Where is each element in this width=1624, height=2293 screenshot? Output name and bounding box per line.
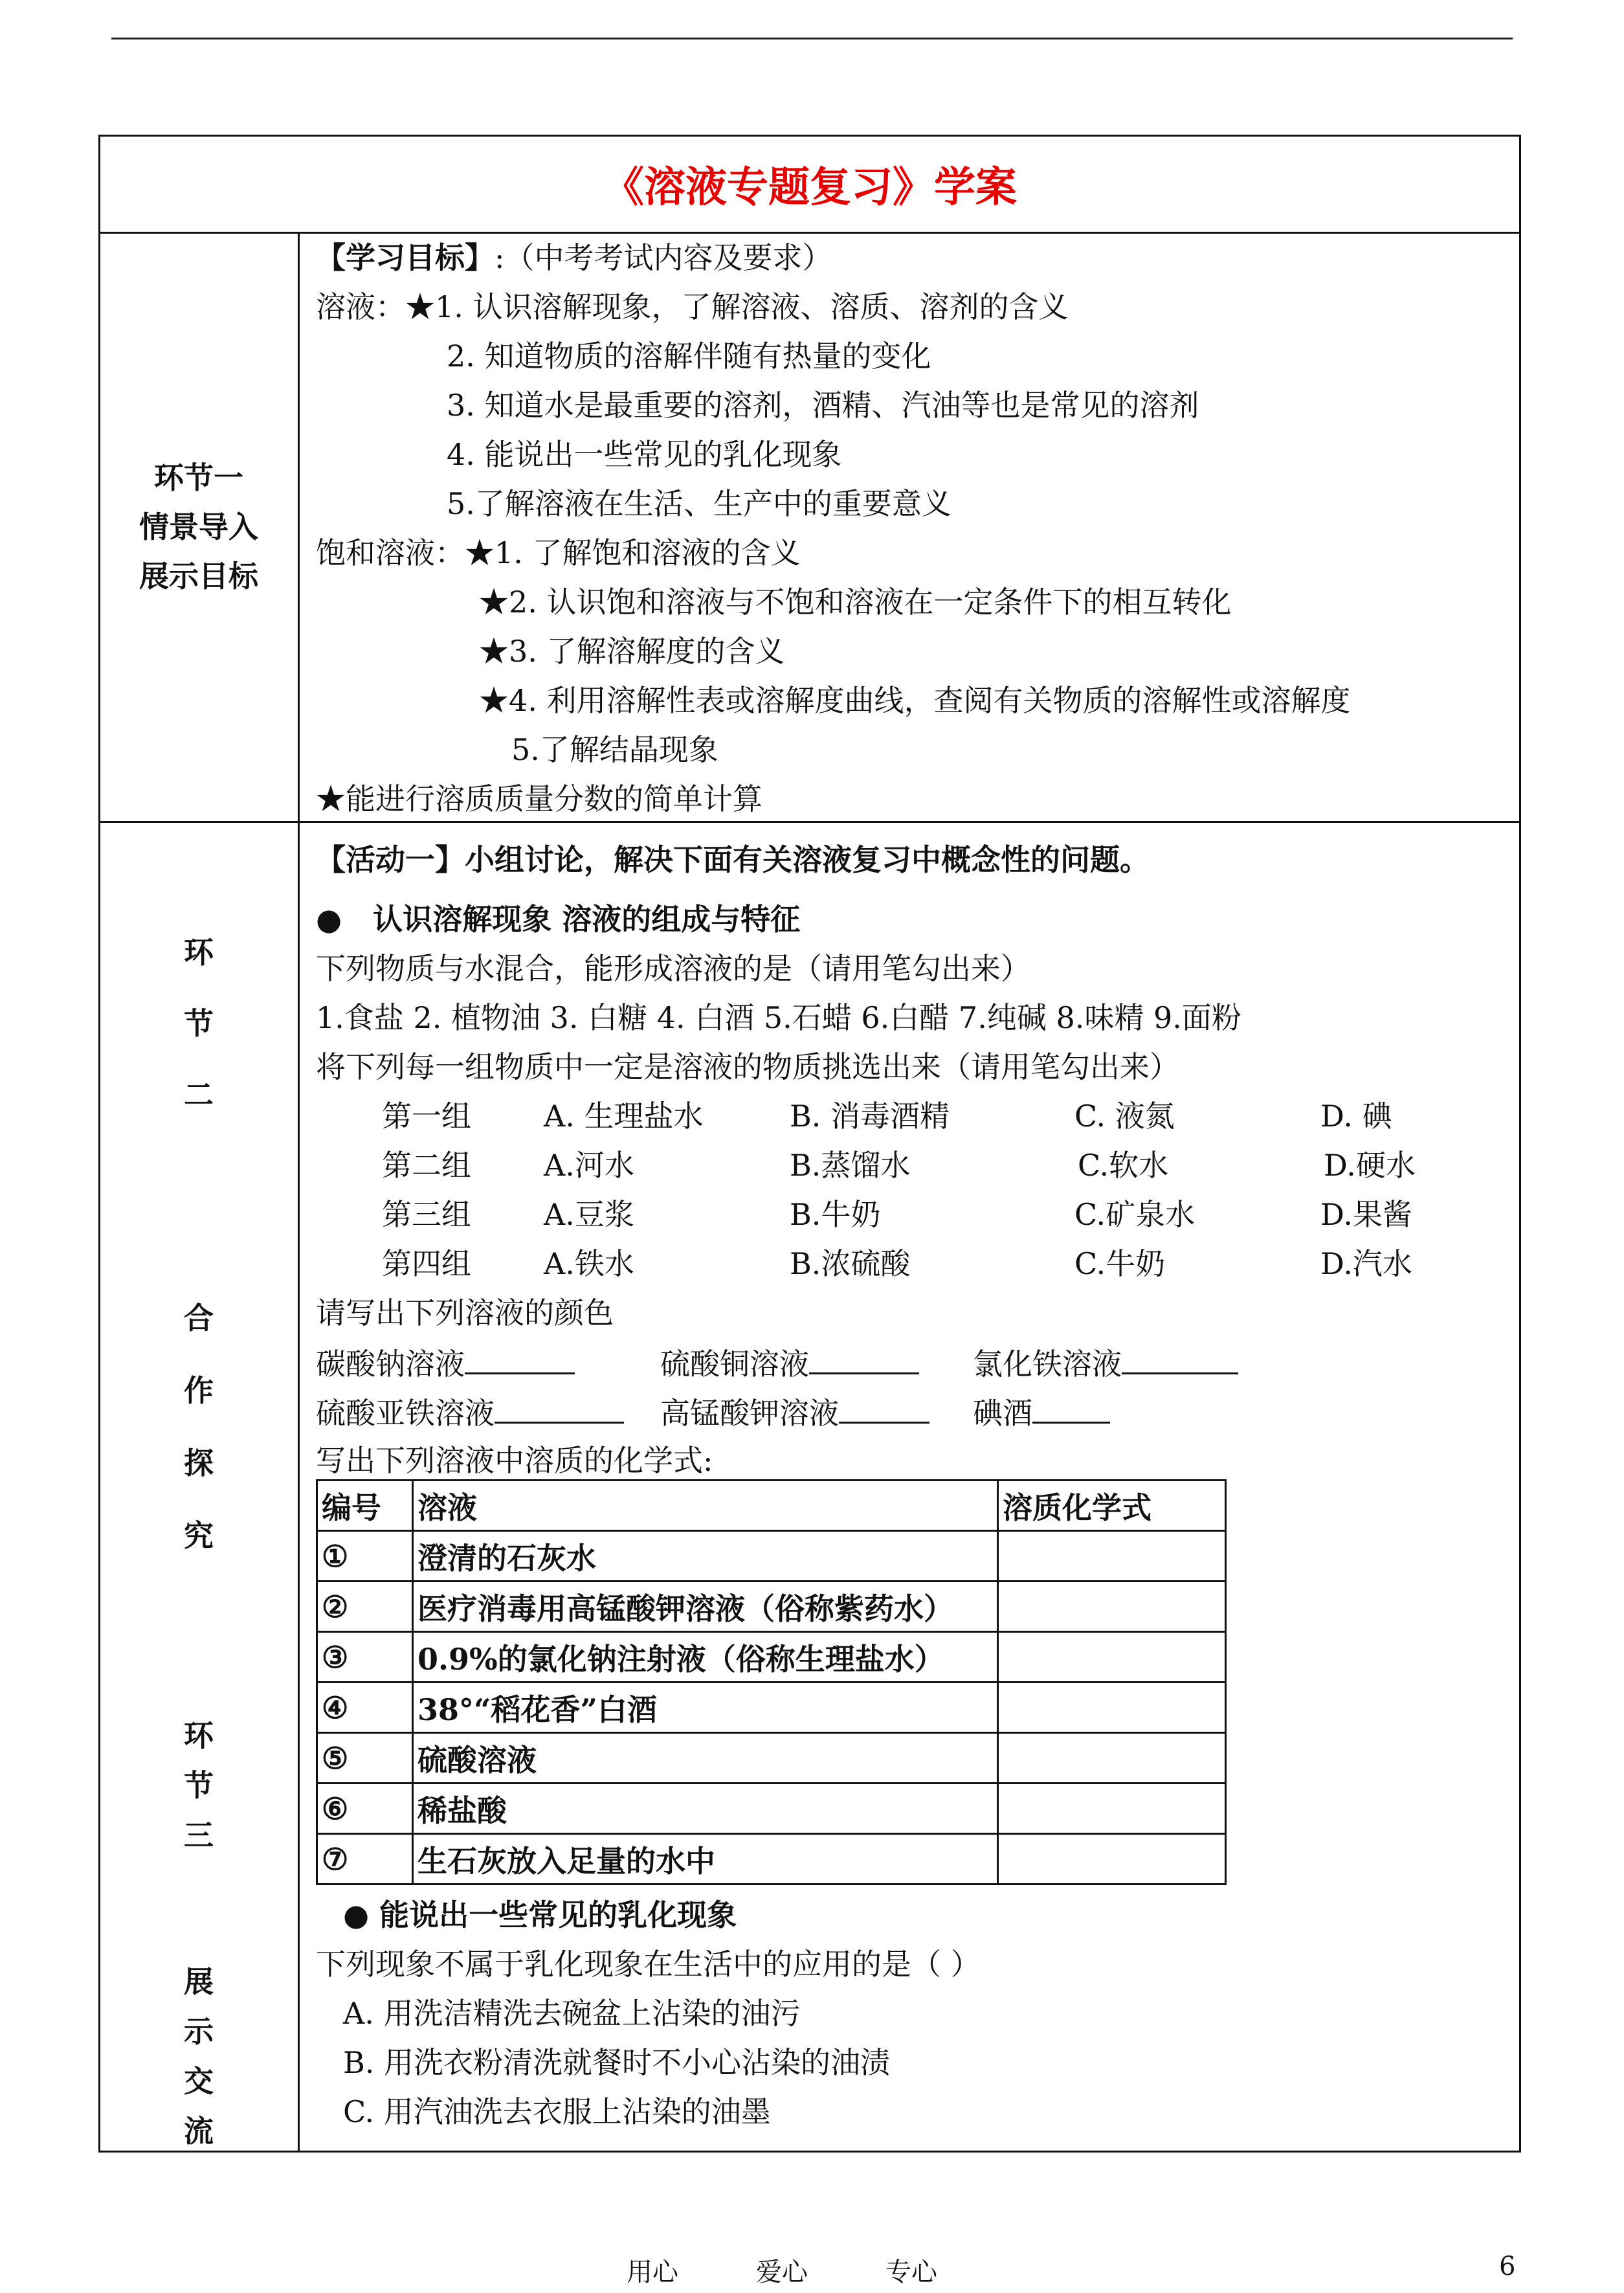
question: 下列现象不属于乳化现象在生活中的应用的是（ ） [316, 1947, 981, 1982]
bullet-icon: ● [316, 902, 373, 937]
table-header: 溶液 [413, 1481, 998, 1531]
color-item [973, 1392, 1110, 1433]
color-item [660, 1343, 919, 1383]
answer-option: B. 用洗衣粉清洗就餐时不小心沾染的油渍 [343, 2045, 891, 2080]
objective-line: 5.了解溶液在生活、生产中的重要意义 [447, 486, 951, 521]
color-label: 氯化铁溶液 [973, 1347, 1122, 1381]
section1-label-line: 情景导入 [139, 509, 258, 544]
question: 请写出下列溶液的颜色 [316, 1295, 614, 1330]
group-option: B.浓硫酸 [790, 1246, 911, 1281]
question: 将下列每一组物质中一定是溶液的物质挑选出来（请用笔勾出来） [316, 1049, 1179, 1084]
solution-name: 硫酸溶液 [413, 1733, 998, 1784]
group-name: 第三组 [382, 1197, 471, 1232]
solution-name: 0.9%的氯化钠注射液（俗称生理盐水） [413, 1632, 998, 1683]
section1-label-line: 展示目标 [139, 559, 258, 594]
group-option: B.牛奶 [790, 1197, 881, 1232]
solution-name: 38°“稻花香”白酒 [413, 1683, 998, 1733]
question: 写出下列溶液中溶质的化学式: [316, 1443, 713, 1478]
section3-label-char: 流 [184, 2114, 214, 2149]
section2-label-char: 环 [184, 935, 214, 970]
group-option: A.河水 [544, 1148, 634, 1183]
group-option: D.硬水 [1324, 1148, 1416, 1183]
row-number: ⑤ [317, 1733, 413, 1784]
row-number: ⑦ [317, 1834, 413, 1885]
section3-label-char: 节 [184, 1768, 214, 1803]
header-rule [111, 38, 1513, 39]
group-option: C.矿泉水 [1074, 1197, 1196, 1232]
color-label: 高锰酸钾溶液 [660, 1396, 839, 1431]
formula-cell[interactable] [998, 1834, 1226, 1885]
group-option: B.蒸馏水 [790, 1148, 911, 1183]
table-row [317, 1834, 1226, 1885]
formula-cell[interactable] [998, 1582, 1226, 1632]
objective-line: 4. 能说出一些常见的乳化现象 [447, 437, 842, 472]
row-number: ② [317, 1582, 413, 1632]
answer-blank[interactable] [465, 1343, 575, 1374]
group-name: 第二组 [382, 1148, 471, 1183]
objective-line: 饱和溶液：★1. 了解饱和溶液的含义 [316, 535, 801, 570]
bullet-heading [316, 900, 800, 939]
objective-line: 3. 知道水是最重要的溶剂，酒精、汽油等也是常见的溶剂 [447, 388, 1199, 423]
objective-line: 溶液：★1. 认识溶解现象，了解溶液、溶质、溶剂的含义 [316, 289, 1069, 324]
activity-heading: 【活动一】小组讨论，解决下面有关溶液复习中概念性的问题。 [316, 842, 1150, 877]
color-item [316, 1392, 624, 1433]
row-number: ③ [317, 1632, 413, 1683]
section2-label-char: 合 [184, 1301, 214, 1336]
table-row [317, 1531, 1226, 1582]
objective-line: 2. 知道物质的溶解伴随有热量的变化 [447, 339, 931, 374]
table-row [317, 1784, 1226, 1834]
color-item [973, 1343, 1238, 1383]
answer-blank[interactable] [1032, 1392, 1110, 1424]
formula-cell[interactable] [998, 1632, 1226, 1683]
group-option: D. 碘 [1320, 1099, 1392, 1134]
section3-label-char: 展 [184, 1964, 214, 1999]
section2-label-char: 二 [184, 1077, 214, 1112]
section3-label-char: 交 [184, 2064, 214, 2099]
group-option: D.果酱 [1320, 1197, 1412, 1232]
color-label: 硫酸铜溶液 [660, 1347, 809, 1381]
group-option: D.汽水 [1320, 1246, 1412, 1281]
objective-line: ★能进行溶质质量分数的简单计算 [316, 781, 762, 816]
page-number: 6 [1499, 2252, 1516, 2281]
color-item [660, 1392, 929, 1433]
table-header: 溶质化学式 [998, 1481, 1226, 1531]
footer-word: 爱心 [756, 2257, 808, 2287]
formula-cell[interactable] [998, 1683, 1226, 1733]
question-options: 1.食盐 2. 植物油 3. 白糖 4. 白酒 5.石蜡 6.白醋 7.纯碱 8.味精 9.面粉 [316, 1000, 1241, 1035]
question: 下列物质与水混合，能形成溶液的是（请用笔勾出来） [316, 951, 1030, 986]
bullet-text: 能说出一些常见的乳化现象 [379, 1897, 737, 1932]
footer-word: 专心 [885, 2257, 937, 2287]
footer-word: 用心 [627, 2257, 678, 2287]
section3-label-char: 示 [184, 2014, 214, 2049]
page-title: 《溶液专题复习》学案 [603, 163, 1017, 212]
section1-label-line: 环节一 [154, 460, 243, 495]
section2-label-char: 究 [184, 1518, 214, 1553]
section2-label-char: 节 [184, 1006, 214, 1041]
solution-name: 生石灰放入足量的水中 [413, 1834, 998, 1885]
group-option: A.铁水 [544, 1246, 634, 1281]
group-option: A.豆浆 [544, 1197, 634, 1232]
table-row [317, 1582, 1226, 1632]
group-option: B. 消毒酒精 [790, 1099, 950, 1134]
bullet-text: 认识溶解现象 溶液的组成与特征 [373, 902, 801, 937]
color-label: 硫酸亚铁溶液 [316, 1396, 495, 1431]
group-option: C.软水 [1078, 1148, 1169, 1183]
solute-table [316, 1479, 1227, 1885]
group-option: C. 液氮 [1074, 1099, 1175, 1134]
group-name: 第一组 [382, 1099, 471, 1134]
row-divider [98, 821, 1521, 823]
bullet-heading [343, 1896, 737, 1934]
group-option: C.牛奶 [1074, 1246, 1166, 1281]
table-header: 编号 [317, 1481, 413, 1531]
formula-cell[interactable] [998, 1531, 1226, 1582]
objective-line: ★3. 了解溶解度的含义 [479, 634, 785, 669]
formula-cell[interactable] [998, 1733, 1226, 1784]
group-option: A. 生理盐水 [544, 1099, 704, 1134]
group-name: 第四组 [382, 1246, 471, 1281]
table-row [317, 1632, 1226, 1683]
color-item [316, 1343, 575, 1383]
bullet-icon: ● [343, 1897, 380, 1932]
answer-option: C. 用汽油洗去衣服上沾染的油墨 [343, 2094, 771, 2129]
section3-label-char: 三 [184, 1818, 214, 1853]
color-label: 碳酸钠溶液 [316, 1347, 465, 1381]
section3-label-char: 环 [184, 1718, 214, 1753]
objectives-heading-note: :（中考考试内容及要求） [495, 240, 832, 275]
objective-line: 5.了解结晶现象 [511, 732, 718, 767]
section2-label-char: 作 [184, 1373, 214, 1408]
objective-line: ★2. 认识饱和溶液与不饱和溶液在一定条件下的相互转化 [479, 585, 1232, 620]
solution-name: 稀盐酸 [413, 1784, 998, 1834]
section1-label [98, 453, 299, 601]
row-number: ⑥ [317, 1784, 413, 1834]
answer-blank[interactable] [495, 1392, 624, 1424]
color-label: 碘酒 [973, 1396, 1032, 1431]
answer-option: A. 用洗洁精洗去碗盆上沾染的油污 [343, 1996, 801, 2031]
objectives-heading [316, 238, 832, 277]
solution-name: 医疗消毒用高锰酸钾溶液（俗称紫药水） [413, 1582, 998, 1632]
row-number: ① [317, 1531, 413, 1582]
row-number: ④ [317, 1683, 413, 1733]
objective-line: ★4. 利用溶解性表或溶解度曲线，查阅有关物质的溶解性或溶解度 [479, 683, 1351, 718]
section2-label-char: 探 [184, 1446, 214, 1481]
table-header-row [317, 1481, 1226, 1531]
answer-blank[interactable] [839, 1392, 929, 1424]
formula-cell[interactable] [998, 1784, 1226, 1834]
answer-blank[interactable] [809, 1343, 919, 1374]
objectives-heading-bold: 【学习目标】 [316, 240, 495, 275]
answer-blank[interactable] [1122, 1343, 1238, 1374]
table-row [317, 1683, 1226, 1733]
solution-name: 澄清的石灰水 [413, 1531, 998, 1582]
table-row [317, 1733, 1226, 1784]
